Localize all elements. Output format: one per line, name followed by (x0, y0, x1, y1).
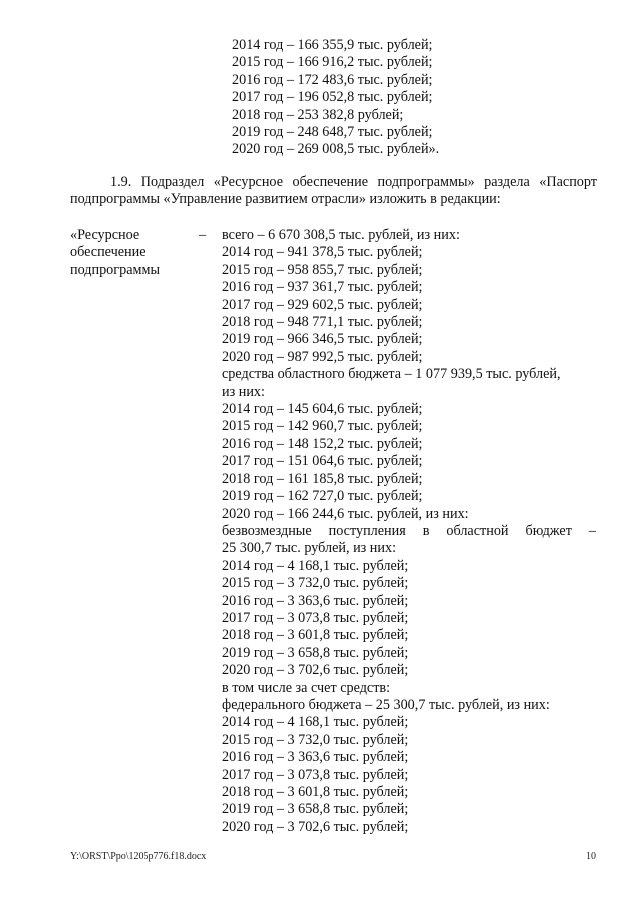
footer-file-path: Y:\ORST\Ppo\1205p776.f18.docx (70, 851, 207, 862)
total-year-2016: 2016 год – 937 361,7 тыс. рублей; (222, 279, 423, 296)
federal-year-2015: 2015 год – 3 732,0 тыс. рублей; (222, 731, 409, 748)
label-line-3: подпрограммы (70, 261, 160, 278)
top-year-list (232, 37, 439, 159)
regional-year-2014: 2014 год – 145 604,6 тыс. рублей; (222, 401, 423, 418)
total-line: всего – 6 670 308,5 тыс. рублей, из них: (222, 227, 460, 243)
year-line-2020: 2020 год – 269 008,5 тыс. рублей». (232, 141, 440, 158)
regional-year-2020: 2020 год – 166 244,6 тыс. рублей, из них: (222, 505, 469, 522)
paragraph-line-2: подпрограммы «Управление развитием отрасли» изложить в редакции: (70, 191, 501, 208)
amendment-paragraph (70, 174, 597, 209)
regional-year-2019: 2019 год – 162 727,0 тыс. рублей; (222, 488, 423, 505)
total-year-2019: 2019 год – 966 346,5 тыс. рублей; (222, 331, 423, 348)
including-line: в том числе за счет средств: (222, 679, 391, 696)
federal-year-2020: 2020 год – 3 702,6 тыс. рублей; (222, 818, 409, 835)
total-year-2018: 2018 год – 948 771,1 тыс. рублей; (222, 314, 423, 331)
regional-budget-tail: из них: (222, 383, 265, 400)
gratuitous-year-2019: 2019 год – 3 658,8 тыс. рублей; (222, 644, 409, 661)
label-line-1: «Ресурсное (70, 227, 140, 243)
gratuitous-year-2014: 2014 год – 4 168,1 тыс. рублей; (222, 557, 409, 574)
regional-year-2017: 2017 год – 151 064,6 тыс. рублей; (222, 453, 423, 470)
regional-year-2015: 2015 год – 142 960,7 тыс. рублей; (222, 418, 423, 435)
year-line-2015: 2015 год – 166 916,2 тыс. рублей; (232, 54, 433, 71)
gratuitous-year-2016: 2016 год – 3 363,6 тыс. рублей; (222, 592, 409, 609)
year-line-2019: 2019 год – 248 648,7 тыс. рублей; (232, 124, 433, 141)
total-year-2014: 2014 год – 941 378,5 тыс. рублей; (222, 244, 423, 261)
gratuitous-year-2015: 2015 год – 3 732,0 тыс. рублей; (222, 575, 409, 592)
total-year-2020: 2020 год – 987 992,5 тыс. рублей; (222, 348, 423, 365)
gratuitous-year-2018: 2018 год – 3 601,8 тыс. рублей; (222, 627, 409, 644)
year-line-2017: 2017 год – 196 052,8 тыс. рублей; (232, 89, 433, 106)
page-number: 10 (586, 851, 596, 862)
resource-details (222, 227, 596, 836)
total-year-2015: 2015 год – 958 855,7 тыс. рублей; (222, 261, 423, 278)
federal-year-2018: 2018 год – 3 601,8 тыс. рублей; (222, 784, 409, 800)
federal-year-2019: 2019 год – 3 658,8 тыс. рублей; (222, 801, 409, 818)
gratuitous-receipts-tail: 25 300,7 тыс. рублей, из них: (222, 540, 397, 557)
federal-year-2014: 2014 год – 4 168,1 тыс. рублей; (222, 714, 409, 731)
year-line-2016: 2016 год – 172 483,6 тыс. рублей; (232, 71, 433, 88)
paragraph-line-1: 1.9. Подраздел «Ресурсное обеспечение подпрограммы» раздела «Паспорт (110, 174, 597, 190)
label-dash: – (199, 227, 207, 243)
gratuitous-receipts-line: безвозмездные поступления в областной бюджет – (222, 522, 596, 539)
gratuitous-year-2020: 2020 год – 3 702,6 тыс. рублей; (222, 662, 409, 679)
regional-budget-line: средства областного бюджета – 1 077 939,5 тыс. рублей, (222, 366, 561, 383)
federal-year-2016: 2016 год – 3 363,6 тыс. рублей; (222, 749, 409, 766)
federal-budget-line: федерального бюджета – 25 300,7 тыс. рублей, из них: (222, 696, 550, 713)
year-line-2014: 2014 год – 166 355,9 тыс. рублей; (232, 37, 433, 53)
gratuitous-year-2017: 2017 год – 3 073,8 тыс. рублей; (222, 609, 409, 626)
regional-year-2018: 2018 год – 161 185,8 тыс. рублей; (222, 470, 423, 487)
resource-label (70, 227, 160, 279)
year-line-2018: 2018 год – 253 382,8 рублей; (232, 106, 404, 123)
regional-year-2016: 2016 год – 148 152,2 тыс. рублей; (222, 435, 423, 452)
total-year-2017: 2017 год – 929 602,5 тыс. рублей; (222, 296, 423, 313)
federal-year-2017: 2017 год – 3 073,8 тыс. рублей; (222, 766, 409, 783)
label-line-2: обеспечение (70, 244, 146, 261)
